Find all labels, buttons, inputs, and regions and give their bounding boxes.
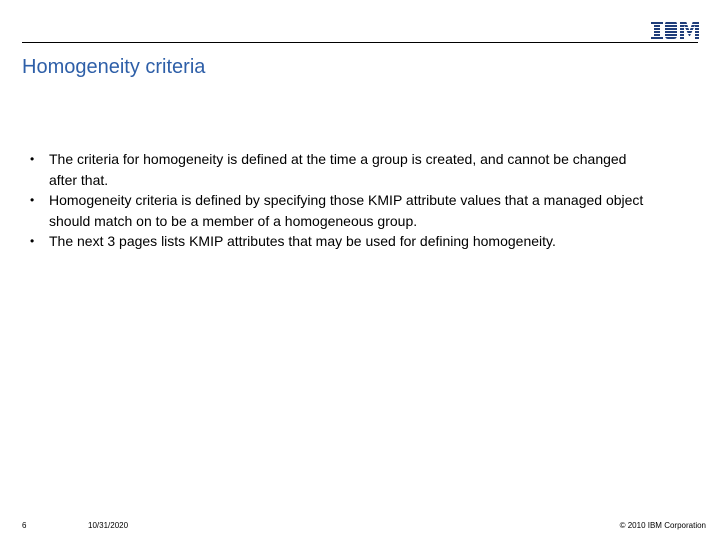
- bullet-marker: •: [30, 234, 35, 248]
- bullet-item: [30, 190, 670, 231]
- bullet-text: The criteria for homogeneity is defined at the time a group is created, and cannot be changed after that.: [49, 151, 627, 188]
- bullet-text: The next 3 pages lists KMIP attributes that may be used for defining homogeneity.: [49, 233, 556, 249]
- page-number: 6: [22, 521, 27, 530]
- bullet-text: Homogeneity criteria is defined by specifying those KMIP attribute values that a managed object should match on to be a member of a homogeneous group.: [49, 192, 644, 229]
- ibm-logo: [651, 19, 699, 41]
- bullet-list: [30, 149, 670, 252]
- header-divider: [22, 42, 698, 43]
- slide-title: Homogeneity criteria: [22, 56, 206, 78]
- bullet-marker: •: [30, 152, 35, 166]
- bullet-item: [30, 149, 670, 190]
- bullet-marker: •: [30, 193, 35, 207]
- footer-date: 10/31/2020: [88, 521, 129, 530]
- footer-copyright: © 2010 IBM Corporation: [619, 521, 706, 530]
- bullet-item: [30, 231, 670, 252]
